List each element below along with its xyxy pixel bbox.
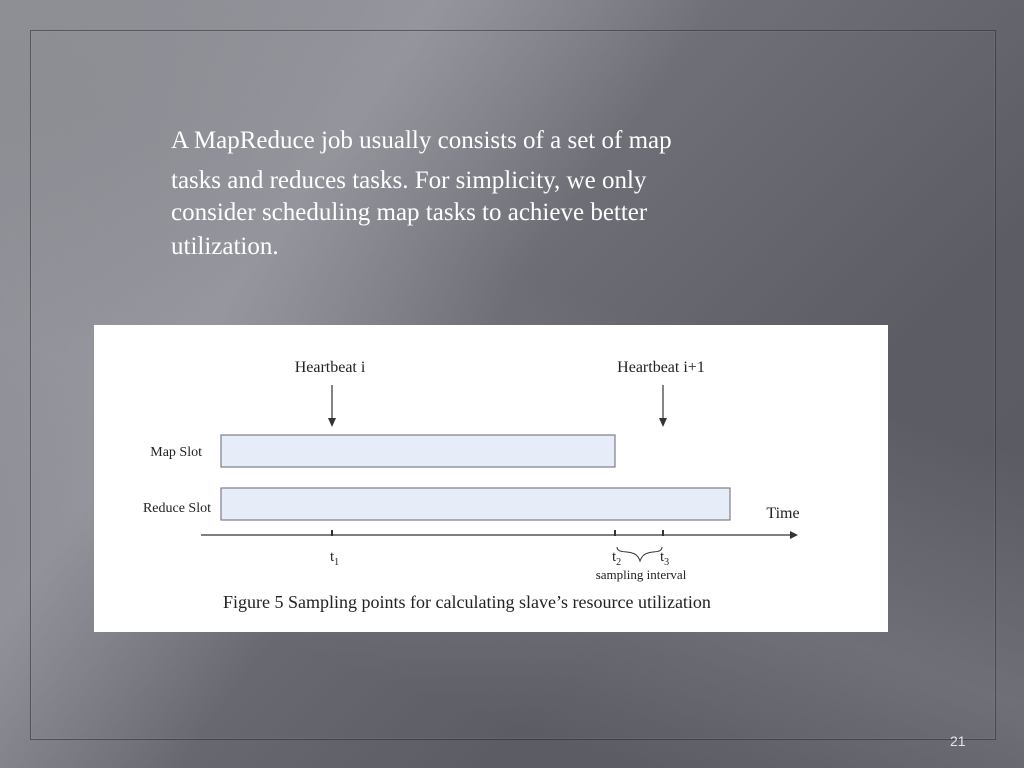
reduce-slot-bar [221,488,730,520]
map-slot-bar [221,435,615,467]
time-axis [201,530,798,539]
figure-caption: Figure 5 Sampling points for calculating slave’s resource utilization [223,592,711,612]
body-line-2: tasks and reduces tasks. For simplicity, we only [171,167,647,194]
body-line-3: consider scheduling map tasks to achieve better [171,199,648,226]
slide-body-text [171,124,811,264]
heartbeat-diagram [94,325,888,632]
heartbeat-i-label: Heartbeat i [294,359,366,376]
heartbeat-i-arrow [328,385,336,427]
t1-label: $t_1$ [330,549,340,568]
heartbeat-figure [94,325,888,632]
sampling-interval-brace [617,547,662,561]
heartbeat-i1-arrow [659,385,667,427]
page-number: 21 [950,733,966,749]
sampling-interval-label: sampling interval [595,567,687,582]
body-line-4: utilization. [171,233,279,260]
time-label: Time [766,505,800,522]
map-slot-label: Map Slot [150,445,202,460]
body-line-1: A MapReduce job usually consists of a set of map [171,127,672,154]
reduce-slot-label: Reduce Slot [142,501,211,516]
heartbeat-i1-label: Heartbeat i+1 [617,359,705,376]
t2-label: $t_2$ [612,549,622,568]
t3-label: $t_3$ [660,549,670,568]
